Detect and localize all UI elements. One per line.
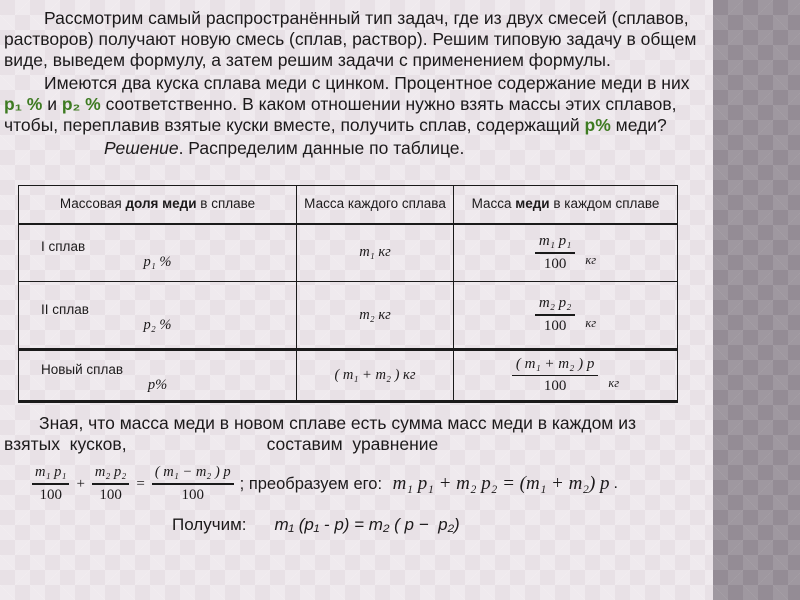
fraction-numerator: m₁ p₁ [538,233,572,249]
equation-fraction-1 [32,464,69,504]
fraction-denominator: 100 [543,255,567,272]
problem-statement [4,73,705,136]
problem-text-1: Имеются два куска сплава меди с цинком. Процентное содержание меди в них [44,73,690,93]
unit-label: кг [585,253,597,268]
fraction-bar [32,483,69,485]
equation-fraction-3 [152,464,234,504]
result-label: Получим: [172,515,247,534]
mass-value: m₁ кг [359,244,391,261]
equation-fraction-2 [92,464,129,504]
fraction-bar [535,252,576,254]
result-row [172,515,705,535]
share-value: p% [147,377,168,393]
col-header-copper-mass [454,186,678,224]
unit-label: кг [608,376,620,390]
problem-text-2: и [42,94,62,114]
fraction-numerator: m₂ p₂ [538,295,572,312]
fraction [512,356,598,396]
fraction [535,295,576,335]
fraction-numerator: ( m₁ − m₂ ) p [154,464,231,481]
transform-label: ; преобразуем его: [239,474,387,493]
cell-copper-mass [454,350,678,402]
share-value: p₁ % [143,254,172,271]
header-text: Массовая [59,196,126,212]
p-percent-value: p% [584,115,611,135]
knowing-line-1: Зная, что масса меди в новом сплаве есть сумма масс меди в каждом из [39,413,636,433]
fraction-numerator: m₁ p₁ [35,464,67,481]
fraction-bar [152,483,234,485]
row-label: Новый сплав [41,362,124,377]
result-equation: m₁ (p₁ - p) = m₂ ( p − p₂) [274,515,460,534]
header-text: в сплаве [196,196,256,212]
fraction-denominator: 100 [543,378,567,395]
table-row [19,282,678,350]
header-text: Масса [471,196,516,212]
table-row [19,350,678,402]
fraction-bar [92,483,129,485]
fraction-bar [512,375,598,377]
mass-value: ( m₁ + m₂ ) кг [334,367,416,383]
equals-operator: = [136,475,145,492]
cell-mass [297,224,454,282]
cell-share [19,350,297,402]
header-text: в каждом сплаве [549,196,660,212]
transformed-equation: m₁ p₁ + m₂ p₂ = (m₁ + m₂) p [392,473,610,494]
fraction-bar [535,314,576,316]
fraction-numerator: m₂ p₂ [94,464,127,481]
intro-paragraph: Рассмотрим самый распространённый тип задач, где из двух смесей (сплавов, растворов) получают новую смесь (сплав, раствор). Решим типовую задачу в общем виде, выведем формулу, а затем решим задачи с применением формулы. [4,8,697,70]
col-header-alloy-mass: Масса каждого сплава [297,186,454,224]
unit-label: кг [585,315,597,330]
share-value: p₂ % [143,316,172,333]
header-bold-text: меди [515,196,550,212]
p2-percent-value: p₂ % [61,94,101,114]
header-bold-text: доля меди [125,196,197,212]
fraction-denominator: 100 [99,486,122,503]
row-label: I сплав [41,239,86,255]
fraction-denominator: 100 [181,486,204,503]
fraction-numerator: ( m₁ + m₂ ) p [515,355,595,372]
desktop-background-strip [713,0,800,600]
cell-copper-mass [454,282,678,350]
fraction [535,233,576,273]
mass-value: m₂ кг [359,306,391,323]
fraction-denominator: 100 [543,317,567,334]
solution-label: Решение [104,138,179,158]
equation-row [32,459,705,509]
cell-copper-mass [454,224,678,282]
problem-text-4: меди? [610,115,667,135]
solution-rest: . Распределим данные по таблице. [178,138,465,158]
fraction-denominator: 100 [39,486,62,503]
knowing-line-2a: взятых кусков, [4,434,127,454]
table-row [19,224,678,282]
cell-share [19,282,297,350]
solution-heading [104,138,705,159]
col-header-mass-share [19,186,297,224]
alloy-data-table [18,185,678,403]
p1-percent-value: p₁ % [4,94,43,114]
period: . [613,475,618,492]
knowing-line-2b: составим уравнение [266,434,439,454]
cell-share [19,224,297,282]
problem-text-3: соответственно. В каком отношении нужно взять массы этих сплавов, чтобы, переплавив взятые куски вместе, получить сплав, содержащий [4,94,677,135]
row-label: II сплав [41,301,89,317]
table-header-row [19,186,678,224]
cell-mass [297,350,454,402]
plus-operator: + [76,475,85,492]
cell-mass [297,282,454,350]
knowing-line-2 [4,434,705,455]
knowing-paragraph [4,413,705,455]
